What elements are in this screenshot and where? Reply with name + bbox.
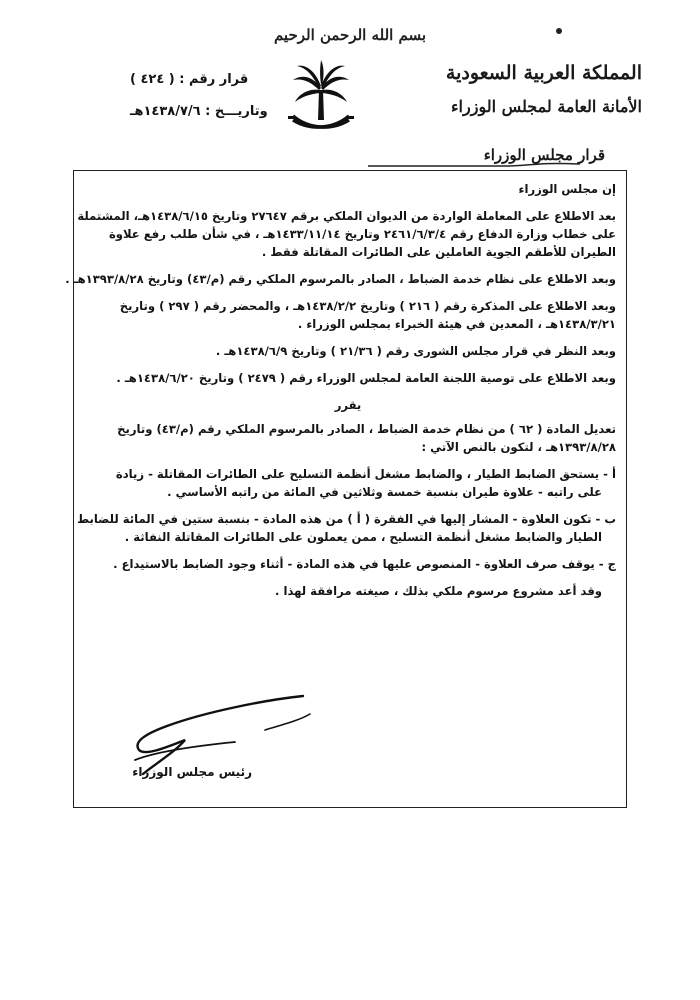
kingdom-name: المملكة العربية السعودية — [445, 62, 642, 84]
signatory-title: رئيس مجلس الوزراء — [132, 765, 252, 779]
closing-line: وقد أعد مشروع مرسوم ملكي بذلك ، صيغته مرافقة لهذا . — [275, 584, 602, 598]
body-line: تعديل المادة ( ٦٢ ) من نظام خدمة الضباط ، الصادر بالمرسوم الملكي رقم (م/٤٣) وتاريخ — [117, 422, 616, 436]
secretariat-name: الأمانة العامة لمجلس الوزراء — [451, 97, 642, 116]
body-line: على خطاب وزارة الدفاع رقم ٢٤٦١/٦/٣/٤ وتاريخ ١٤٣٣/١١/١٤هـ ، في شأن طلب رفع علاوة — [108, 227, 616, 241]
clause-a-cont: على راتبه - علاوة طيران بنسبة خمسة وثلاثين في المائة من راتبه الأساسي . — [167, 485, 602, 499]
palm-swords-emblem-icon — [285, 58, 357, 140]
body-line: ١٣٩٣/٨/٢٨هـ ، لتكون بالنص الآتي : — [421, 440, 616, 454]
title-rule-ornament — [368, 161, 580, 169]
decree-title: قرار مجلس الوزراء — [483, 146, 605, 164]
ink-dot — [556, 28, 562, 34]
decree-body — [65, 180, 616, 600]
body-line: الطيران للأطقم الجوية العاملين على الطائرات المقاتلة فقط . — [261, 245, 616, 259]
decision-number: قرار رقم : ( ٤٢٤ ) — [130, 72, 249, 87]
clause-b-cont: الطيار والضابط مشغل أنظمة التسليح ، ممن يعملون على الطائرات المقاتلة النفاثة . — [124, 530, 602, 544]
decision-date: وتاريـــخ : ١٤٣٨/٧/٦هـ — [130, 104, 268, 119]
opening-line: إن مجلس الوزراء — [518, 182, 616, 196]
body-line: ١٤٣٨/٣/٢١هـ ، المعدين في هيئة الخبراء بمجلس الوزراء . — [297, 317, 616, 331]
clause-c: ج - يوقف صرف العلاوة - المنصوص عليها في هذه المادة - أثناء وجود الضابط بالاستيداع . — [113, 557, 616, 571]
body-line: بعد الاطلاع على المعاملة الواردة من الديوان الملكي برقم ٢٧٦٤٧ وتاريخ ١٤٣٨/٦/١٥هـ، المشتملة — [77, 209, 616, 223]
body-line: وبعد النظر في قرار مجلس الشورى رقم ( ٢١/٣٦ ) وتاريخ ١٤٣٨/٦/٩هـ . — [215, 344, 616, 358]
clause-a: أ - يستحق الضابط الطيار ، والضابط مشغل أنظمة التسليح على الطائرات المقاتلة - زيادة — [115, 467, 616, 481]
body-line: وبعد الاطلاع على المذكرة رقم ( ٢١٦ ) وتاريخ ١٤٣٨/٢/٢هـ ، والمحضر رقم ( ٢٩٧ ) وتاريخ — [119, 299, 616, 313]
body-line: وبعد الاطلاع على نظام خدمة الضباط ، الصادر بالمرسوم الملكي رقم (م/٤٣) وتاريخ ١٣٩٣/٨/٢٨هـ . — [65, 272, 616, 286]
basmala: بسم الله الرحمن الرحيم — [273, 26, 427, 44]
decides-heading: يقرر — [334, 398, 362, 412]
body-line: وبعد الاطلاع على توصية اللجنة العامة لمجلس الوزراء رقم ( ٢٤٧٩ ) وتاريخ ١٤٣٨/٦/٢٠هـ . — [116, 371, 616, 385]
clause-b: ب - تكون العلاوة - المشار إليها في الفقرة ( أ ) من هذه المادة - بنسبة ستين في المائة للضابط — [77, 512, 616, 526]
